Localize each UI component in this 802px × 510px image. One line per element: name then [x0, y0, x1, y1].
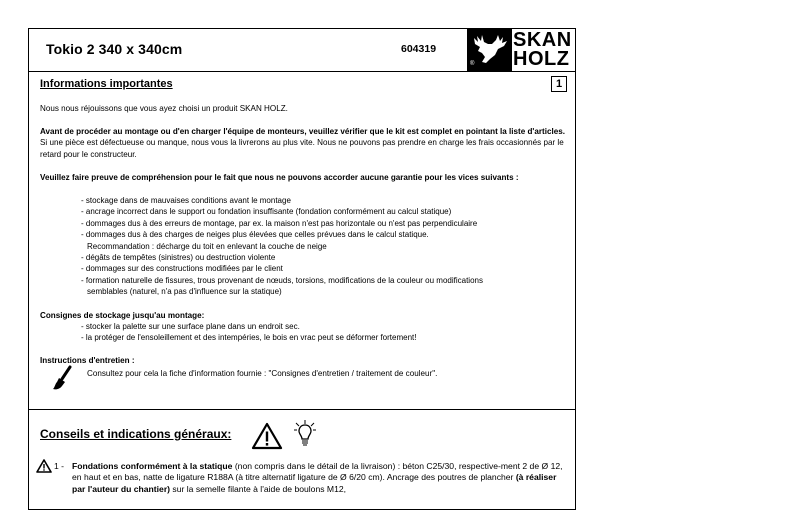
conseil-item-body: (non compris dans le détail de la livraison) : béton C25/30, respective-ment 2 de Ø 12, en haut et en bas, natte de ligature R188A (à titre alternatif ligature de Ø 6/20 cm). Ancrage des poutres de plancher — [72, 461, 563, 483]
check-kit-bold: Avant de procéder au montage ou d'en charger l'équipe de monteurs, veuillez vérifier que le kit est complet en pointant la liste d'articles. — [40, 127, 565, 136]
warranty-heading: Veuillez faire preuve de compréhension pour le fait que nous ne pouvons accorder aucune garantie pour les vices suivants : — [40, 173, 519, 182]
list-item: - la protéger de l'ensoleillement et des intempéries, le bois en vrac peut se déformer fortement! — [81, 333, 417, 343]
skan-holz-logo — [467, 29, 576, 71]
storage-heading: Consignes de stockage jusqu'au montage: — [40, 311, 205, 320]
conseils-section-title: Conseils et indications généraux: — [40, 427, 232, 441]
warranty-list — [81, 195, 567, 298]
warning-triangle-icon — [251, 422, 283, 450]
list-item: - stockage dans de mauvaises conditions avant le montage — [81, 196, 291, 205]
list-item: semblables (naturel, n'a pas d'influence sur la statique) — [87, 287, 282, 297]
lightbulb-icon — [293, 419, 317, 449]
paintbrush-icon — [51, 365, 73, 391]
conseil-item-bold: Fondations conformément à la statique — [72, 461, 233, 471]
page-number-box: 1 — [551, 76, 567, 92]
logo-word-holz: HOLZ — [513, 48, 570, 70]
list-item: - dommages sur des constructions modifiées par le client — [81, 264, 283, 274]
warning-small-icon — [36, 459, 52, 473]
maintenance-heading: Instructions d'entretien : — [40, 356, 135, 365]
conseil-item-number: 1 - — [54, 461, 65, 471]
list-item: - dommages dus à des charges de neiges plus élevées que celles prévues dans le calcul statique. — [81, 230, 429, 240]
list-item: Recommandation : décharge du toit en enlevant la couche de neige — [87, 241, 327, 251]
list-item: - dégâts de tempêtes (sinistres) ou destruction violente — [81, 253, 276, 263]
document-page — [28, 28, 576, 510]
intro-paragraph: Nous nous réjouissons que vous ayez choisi un produit SKAN HOLZ. — [40, 104, 288, 113]
conseil-item-bold-2: (à réaliser par l'auteur du chantier) — [72, 472, 557, 494]
maintenance-text: Consultez pour cela la fiche d'information fournie : "Consignes d'entretien / traitement de couleur". — [87, 369, 438, 378]
document-header — [29, 29, 575, 72]
check-kit-text: Si une pièce est défectueuse ou manque, nous vous la livrerons au plus vite. Nous ne pouvons pas prendre en charge les frais occasionnés par le retard pour le constructeur. — [40, 138, 564, 159]
moose-icon — [468, 29, 512, 71]
list-item: - dommages dus à des erreurs de montage, par ex. la maison n'est pas horizontale ou n'est pas perpendiculaire — [81, 218, 478, 228]
storage-list — [81, 321, 567, 344]
logo-word-skan: SKAN — [513, 29, 572, 51]
conseil-item-text — [72, 461, 570, 495]
check-kit-paragraph — [40, 126, 570, 160]
list-item: - formation naturelle de fissures, trous provenant de nœuds, torsions, modifications de la couleur ou modifications — [81, 275, 483, 285]
list-item: - ancrage incorrect dans le support ou fondation insuffisante (fondation conformément au calcul statique) — [81, 207, 452, 217]
list-item: - stocker la palette sur une surface plane dans un endroit sec. — [81, 322, 300, 331]
product-title: Tokio 2 340 x 340cm — [46, 41, 183, 57]
info-section-title: Informations importantes — [40, 78, 173, 90]
section-divider — [29, 409, 575, 410]
product-code: 604319 — [401, 43, 437, 55]
logo-registered-mark: ® — [470, 61, 475, 67]
conseil-item-body-2: sur la semelle filante à l'aide de boulons M12, — [170, 483, 347, 494]
